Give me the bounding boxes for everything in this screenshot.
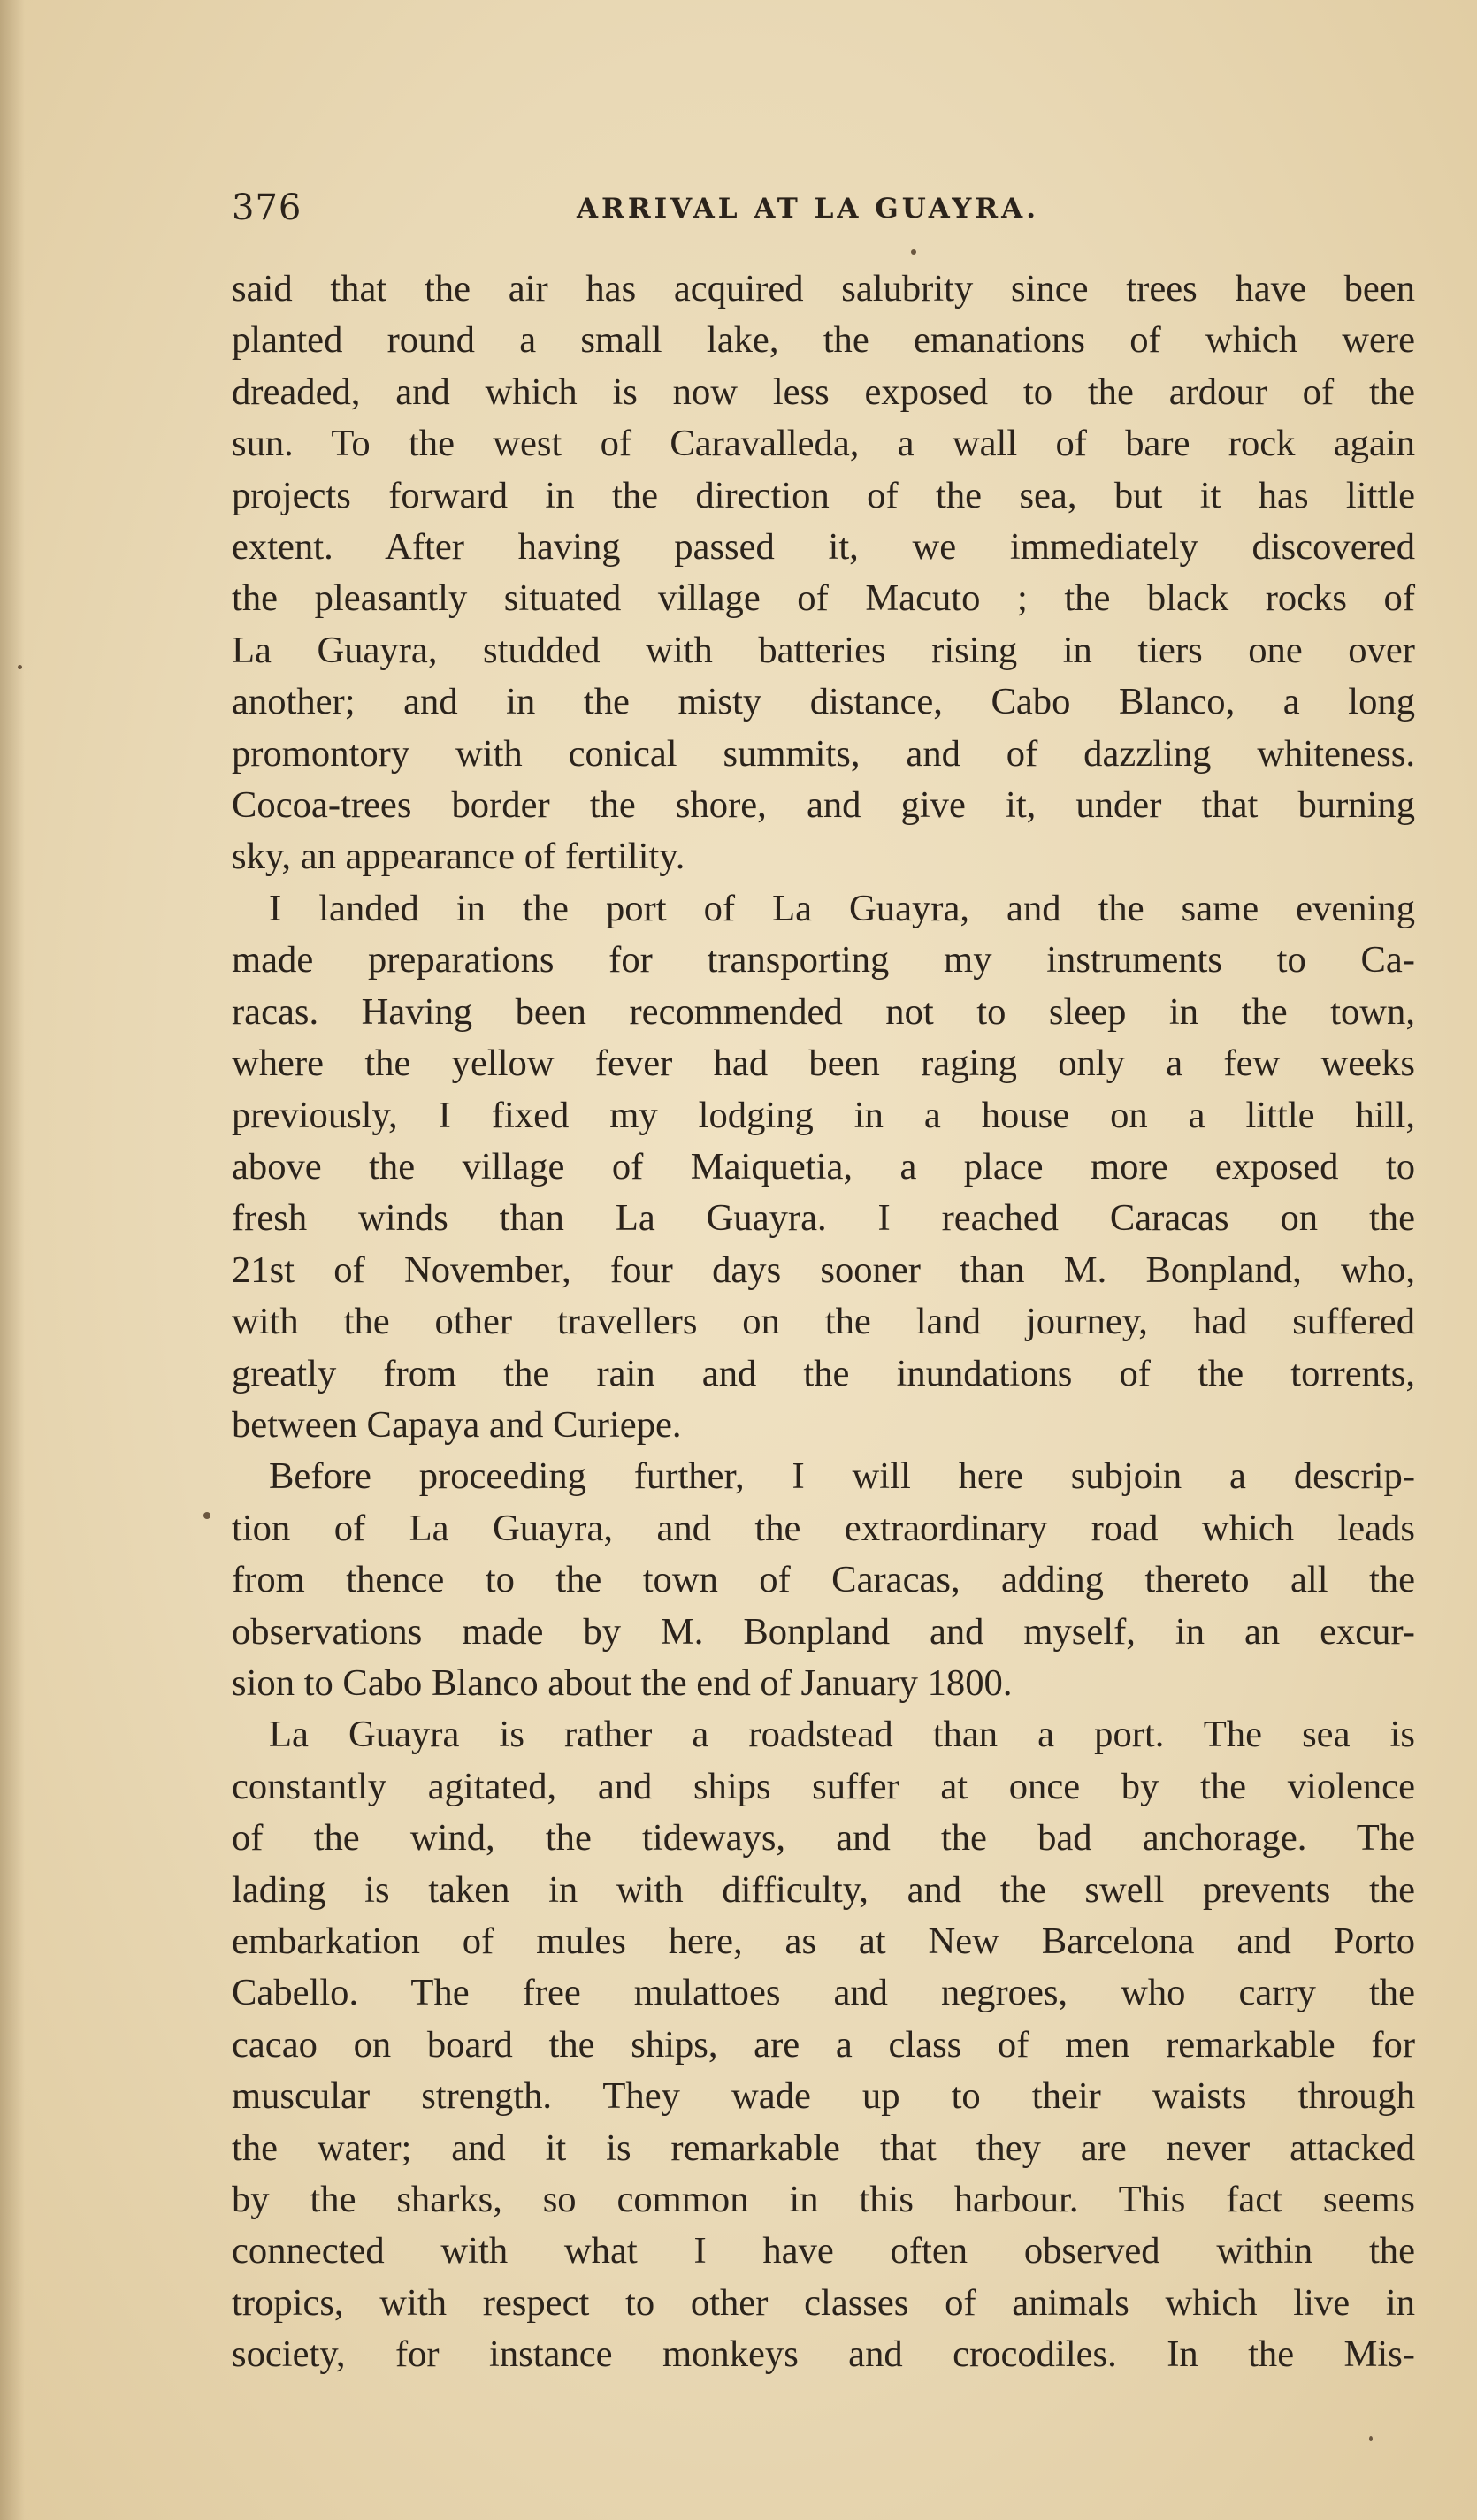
text-line: racas. Having been recommended not to sleep in the town, <box>232 990 1415 1033</box>
text-line: La Guayra is rather a roadstead than a port. The sea is <box>269 1714 1415 1756</box>
text-line: embarkation of mules here, as at New Barcelona and Porto <box>232 1921 1415 1962</box>
text-line: promontory with conical summits, and of dazzling whiteness. <box>232 732 1415 775</box>
text-line: fresh winds than La Guayra. I reached Caracas on the <box>232 1197 1415 1240</box>
text-line: projects forward in the direction of the sea, but it has little <box>232 474 1415 516</box>
text-line: the pleasantly situated village of Macuto ; the black rocks of <box>232 577 1415 620</box>
text-line: sion to Cabo Blanco about the end of January 1800. <box>232 1661 1013 1704</box>
text-line: Cabello. The free mulattoes and negroes, who carry the <box>232 1972 1415 2014</box>
text-line: made preparations for transporting my instruments to Ca- <box>232 939 1415 981</box>
text-line: from thence to the town of Caracas, adding thereto all the <box>232 1559 1415 1601</box>
page-header <box>232 187 1417 241</box>
text-line: with the other travellers on the land journey, had suffered <box>232 1301 1415 1343</box>
text-line: between Capaya and Curiepe. <box>232 1403 682 1446</box>
text-line: where the yellow fever had been raging only a few weeks <box>232 1042 1415 1085</box>
text-line: Cocoa-trees border the shore, and give it, under that burning <box>232 784 1415 827</box>
body-text <box>232 263 1415 2381</box>
text-line: I landed in the port of La Guayra, and the same evening <box>269 887 1415 929</box>
text-line: Before proceeding further, I will here subjoin a descrip- <box>269 1455 1415 1498</box>
paragraph-2 <box>232 883 1415 1451</box>
text-line: the water; and it is remarkable that they are never attacked <box>232 2127 1415 2169</box>
text-line: connected with what I have often observed within the <box>232 2230 1415 2272</box>
text-line: previously, I fixed my lodging in a house on a little hill, <box>232 1094 1415 1136</box>
text-line: another; and in the misty distance, Cabo Blanco, a long <box>232 681 1415 723</box>
paper-speck <box>1369 2436 1373 2441</box>
text-line: greatly from the rain and the inundations of the torrents, <box>232 1352 1415 1394</box>
text-line: planted round a small lake, the emanations of which were <box>232 319 1415 362</box>
text-line: of the wind, the tideways, and the bad anchorage. The <box>232 1817 1415 1859</box>
text-line: sky, an appearance of fertility. <box>232 836 685 878</box>
text-line: observations made by M. Bonpland and myself, in an excur- <box>232 1610 1415 1653</box>
text-line: extent. After having passed it, we immediately discovered <box>232 526 1415 569</box>
text-line: society, for instance monkeys and crocodiles. In the Mis- <box>232 2333 1415 2376</box>
text-line: above the village of Maiquetia, a place more exposed to <box>232 1145 1415 1187</box>
paper-speck <box>911 249 916 255</box>
paragraph-3 <box>232 1451 1415 1709</box>
page-number: 376 <box>232 187 302 228</box>
paragraph-1 <box>232 263 1415 883</box>
text-line: La Guayra, studded with batteries rising in tiers one over <box>232 629 1415 671</box>
text-line: sun. To the west of Caravalleda, a wall of bare rock again <box>232 423 1415 465</box>
text-line: lading is taken in with difficulty, and the swell prevents the <box>232 1868 1415 1911</box>
paper-speck <box>18 665 22 669</box>
page-edge-shadow <box>0 0 25 2520</box>
text-line: by the sharks, so common in this harbour. This fact seems <box>232 2179 1415 2221</box>
text-line: muscular strength. They wade up to their waists through <box>232 2075 1415 2118</box>
text-line: tropics, with respect to other classes of animals which live in <box>232 2281 1415 2324</box>
paper-speck <box>203 1512 210 1519</box>
text-line: tion of La Guayra, and the extraordinary road which leads <box>232 1507 1415 1549</box>
text-line: cacao on board the ships, are a class of men remarkable for <box>232 2023 1415 2066</box>
paragraph-4 <box>232 1709 1415 2380</box>
text-line: 21st of November, four days sooner than M. Bonpland, who, <box>232 1249 1415 1291</box>
text-line: constantly agitated, and ships suffer at once by the violence <box>232 1765 1415 1807</box>
text-line: dreaded, and which is now less exposed to the ardour of the <box>232 370 1415 413</box>
running-head: ARRIVAL AT LA GUAYRA. <box>577 193 1040 225</box>
text-line: said that the air has acquired salubrity since trees have been <box>232 268 1415 309</box>
